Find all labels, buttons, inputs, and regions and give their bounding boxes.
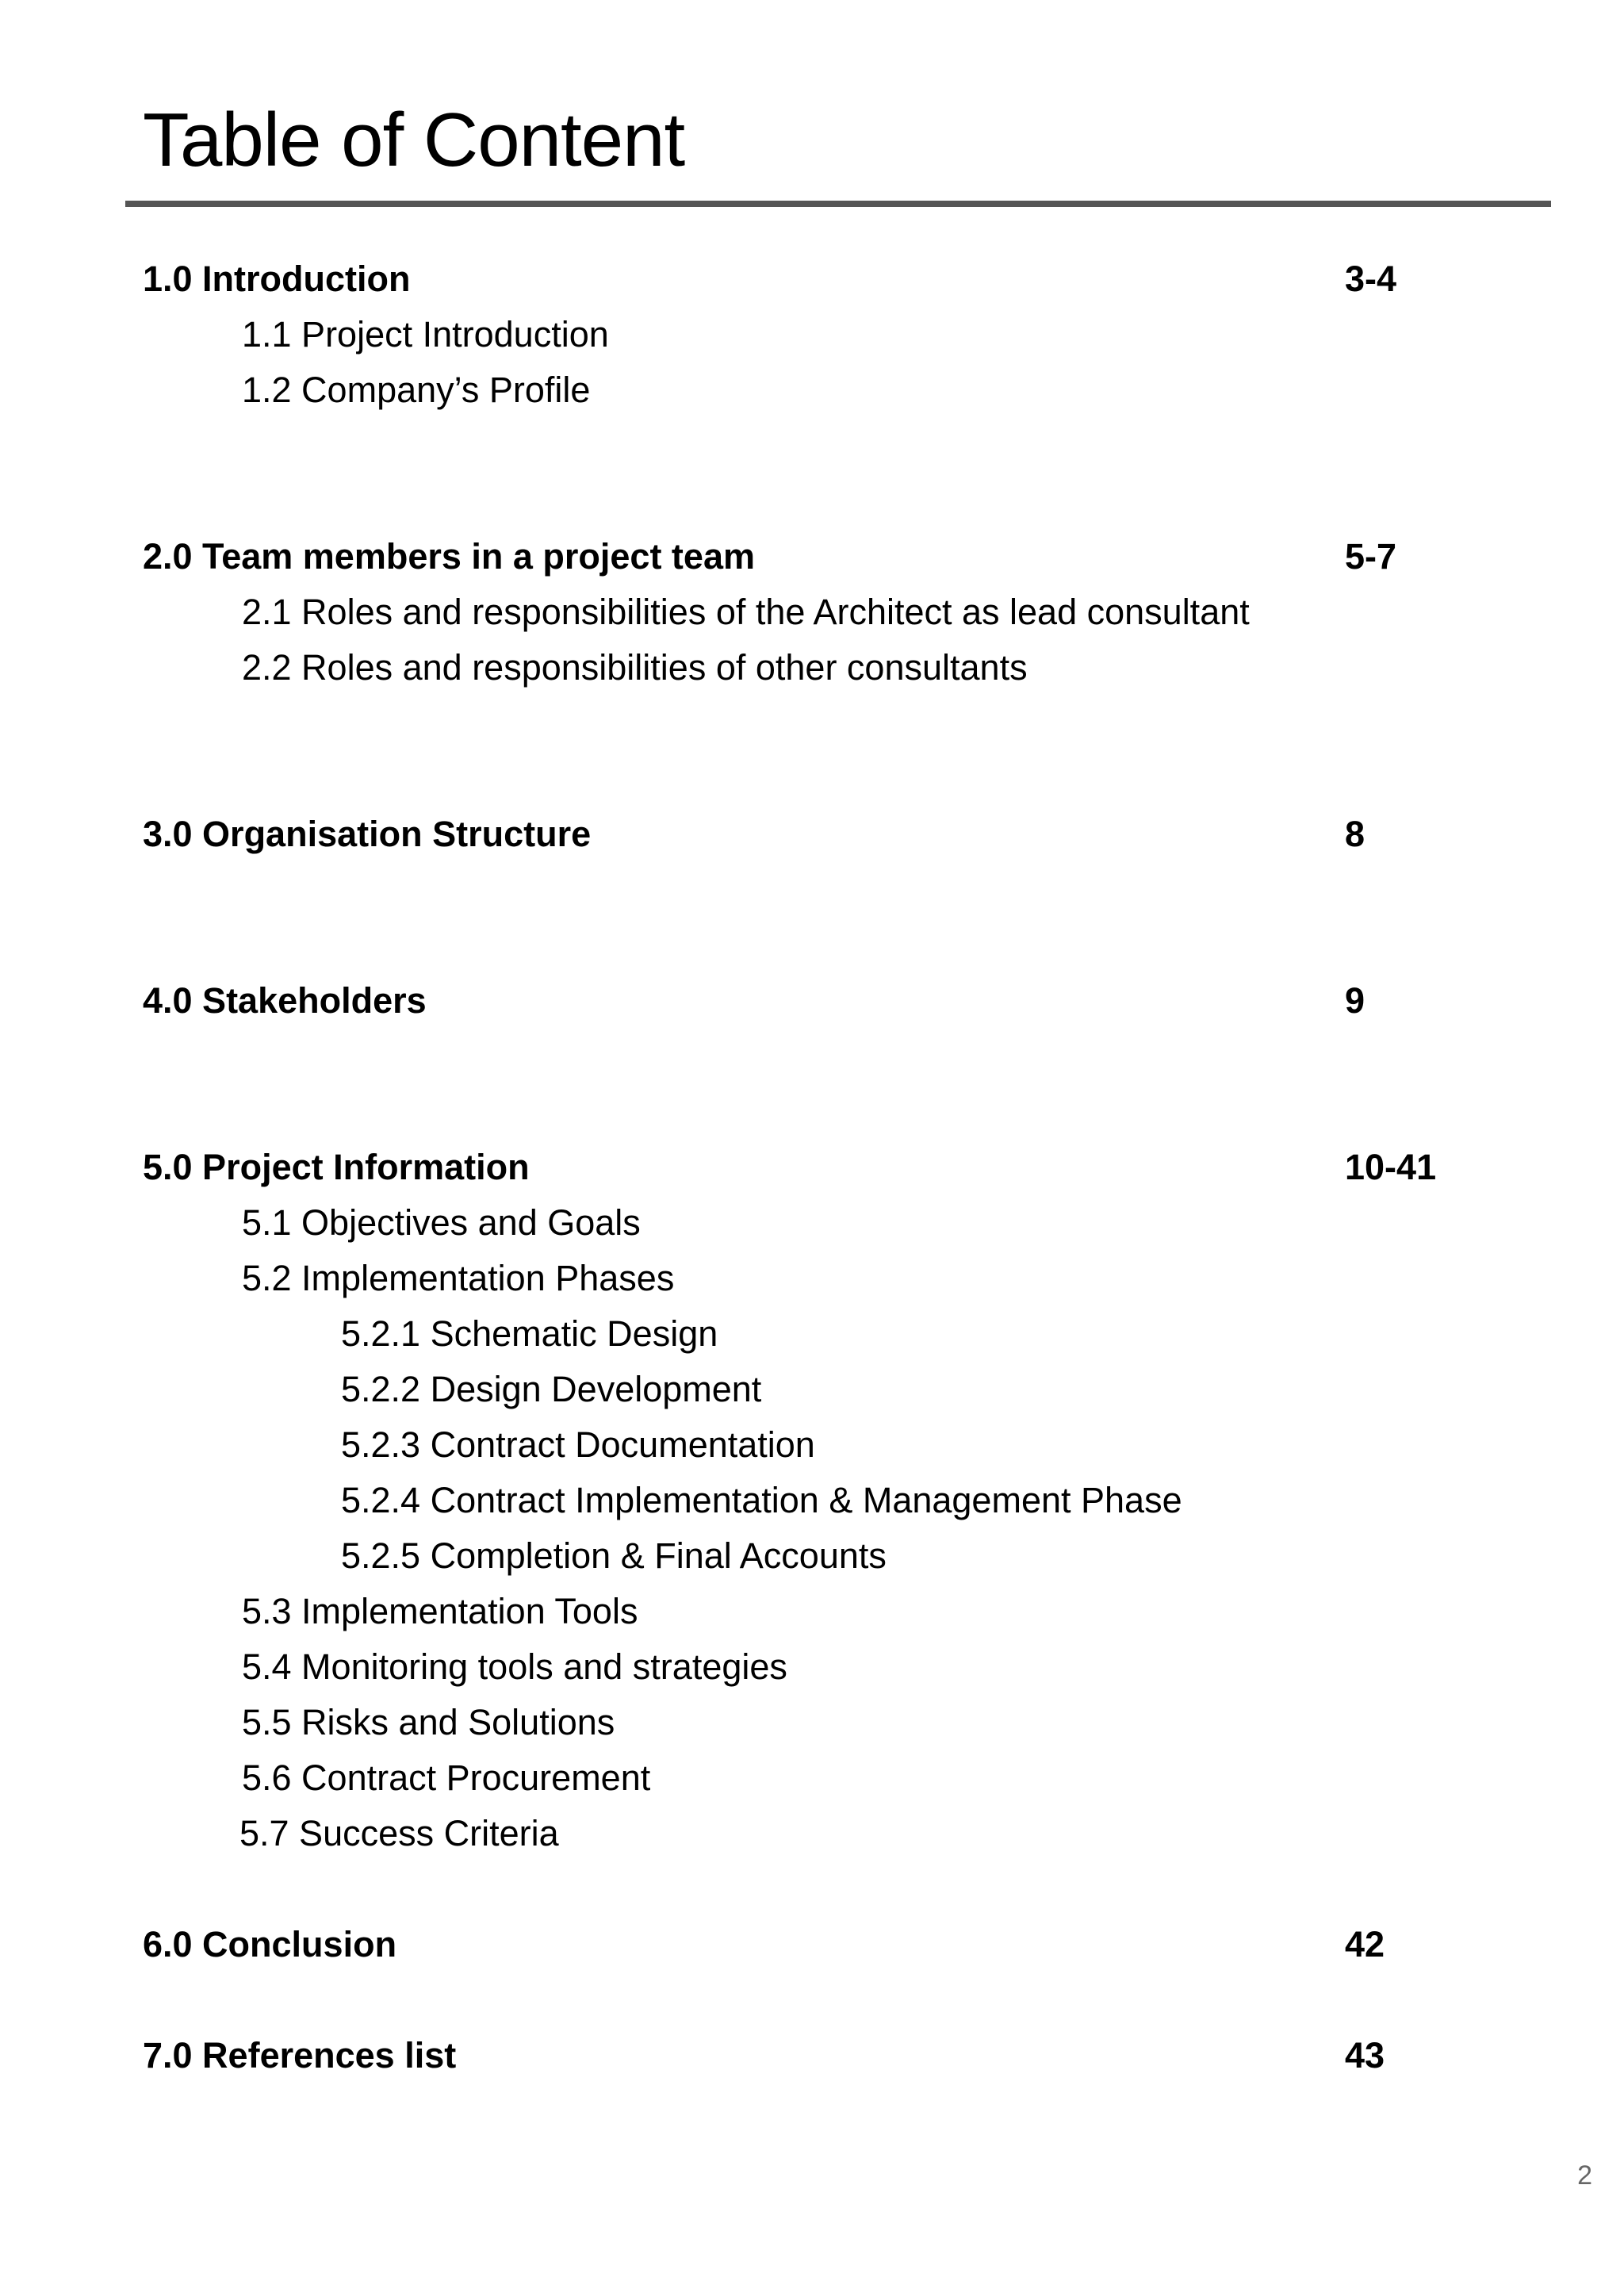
page-title: Table of Content [143,98,685,182]
page-number: 2 [1577,2160,1592,2191]
toc-item-1-2: 1.2 Company’s Profile [242,370,591,410]
toc-section-1-pages: 3-4 [1345,259,1397,299]
toc-item-1-1: 1.1 Project Introduction [242,314,609,355]
toc-item-5-4: 5.4 Monitoring tools and strategies [242,1646,787,1687]
toc-item-5-2-1: 5.2.1 Schematic Design [341,1313,718,1354]
toc-section-7-pages: 43 [1345,2035,1385,2076]
toc-section-2-pages: 5-7 [1345,536,1397,577]
toc-item-2-2: 2.2 Roles and responsibilities of other consultants [242,647,1028,688]
toc-section-6-pages: 42 [1345,1924,1385,1964]
toc-section-3-pages: 8 [1345,814,1365,854]
title-divider [125,201,1551,207]
toc-item-5-7: 5.7 Success Criteria [239,1813,559,1853]
toc-section-3: 3.0 Organisation Structure [143,814,592,854]
toc-section-4-pages: 9 [1345,980,1365,1021]
toc-section-7: 7.0 References list [143,2035,457,2076]
toc-item-5-2-5: 5.2.5 Completion & Final Accounts [341,1535,887,1576]
toc-section-1: 1.0 Introduction [143,259,411,299]
toc-item-5-5: 5.5 Risks and Solutions [242,1702,615,1742]
toc-item-5-2-4: 5.2.4 Contract Implementation & Management Phase [341,1480,1182,1520]
toc-item-5-6: 5.6 Contract Procurement [242,1757,651,1798]
toc-section-4: 4.0 Stakeholders [143,980,427,1021]
toc-item-5-3: 5.3 Implementation Tools [242,1591,638,1631]
toc-item-5-2: 5.2 Implementation Phases [242,1258,675,1298]
toc-section-5-pages: 10-41 [1345,1147,1437,1187]
toc-section-5: 5.0 Project Information [143,1147,530,1187]
toc-item-5-2-3: 5.2.3 Contract Documentation [341,1424,815,1465]
toc-item-5-2-2: 5.2.2 Design Development [341,1369,762,1409]
toc-section-2: 2.0 Team members in a project team [143,536,755,577]
toc-item-2-1: 2.1 Roles and responsibilities of the Architect as lead consultant [242,592,1250,632]
toc-item-5-1: 5.1 Objectives and Goals [242,1202,641,1243]
toc-section-6: 6.0 Conclusion [143,1924,397,1964]
